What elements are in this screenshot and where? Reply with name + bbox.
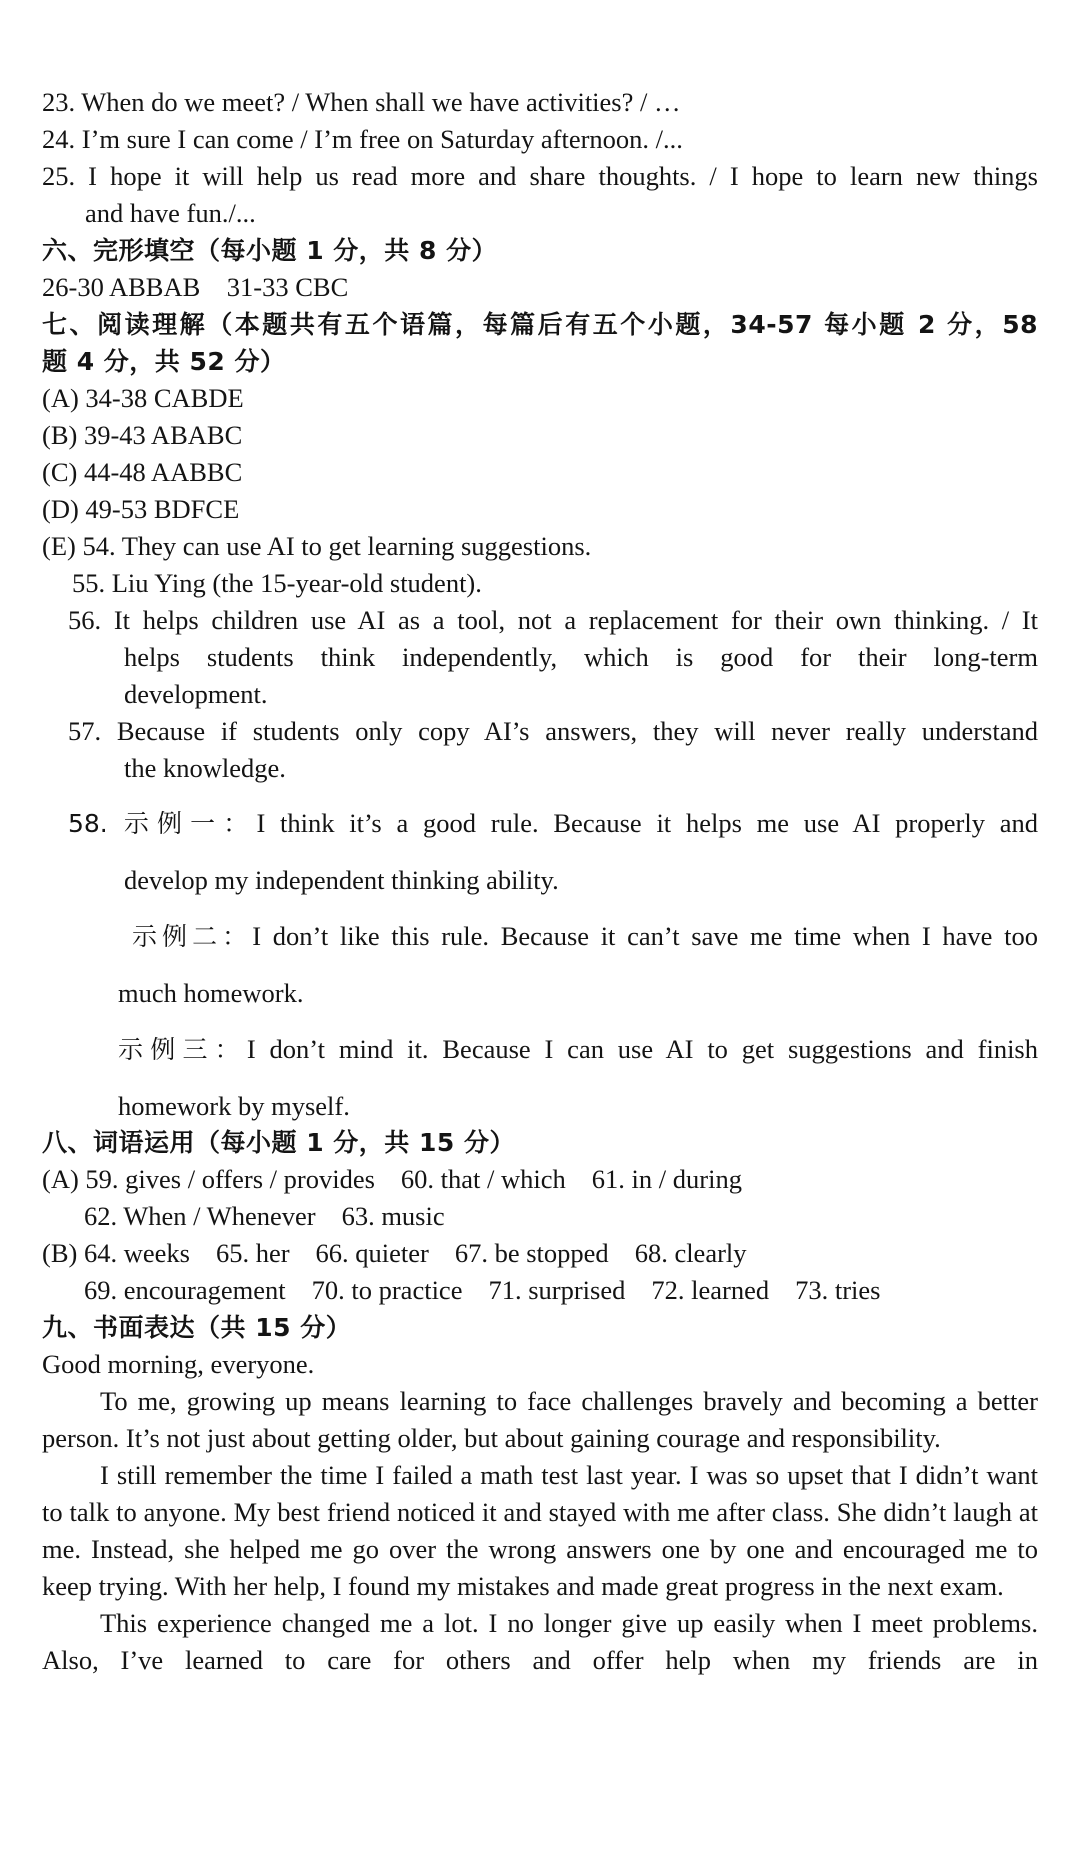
section7-answer-56-line1: 56. It helps children use AI as a tool, not a replacement for their own thinking. / It [68, 605, 1038, 635]
section7-answer-55: 55. Liu Ying (the 15-year-old student). [72, 568, 482, 598]
essay-paragraph-3: This experience changed me a lot. I no longer give up easily when I meet problems. Also, I’ve learned to care for others and offer help when my friends are in [42, 1608, 1038, 1675]
answer-64: (B) 64. weeks [42, 1238, 190, 1268]
section7-answer-56-line2: helps students think independently, which is good for their long-term [124, 642, 1038, 672]
section7-answer-58-ex1-line2: develop my independent thinking ability. [124, 865, 559, 895]
answer-71: 71. surprised [488, 1275, 626, 1305]
answer-23: 23. When do we meet? / When shall we have activities? / … [42, 87, 681, 117]
answer-58-example3-label: 示例三： [118, 1035, 247, 1064]
answer-68: 68. clearly [634, 1238, 747, 1268]
section7-answer-58-ex2-line2: much homework. [118, 978, 304, 1008]
answer-69: 69. encouragement [84, 1275, 286, 1305]
answer-73: 73. tries [795, 1275, 881, 1305]
answer-25-line2: and have fun./... [85, 198, 256, 228]
answer-58-example1-label: 58. 示例一： [68, 809, 257, 838]
answer-key-page [42, 84, 1038, 1679]
section8-b-line2 [42, 1272, 1038, 1309]
section8-heading: 八、词语运用（每小题 1 分，共 15 分） [42, 1128, 516, 1157]
section7-heading-line2: 题 4 分，共 52 分） [42, 347, 286, 376]
answer-25-line1: 25. I hope it will help us read more and share thoughts. / I hope to learn new things [42, 161, 1038, 191]
section8-a-line1 [42, 1161, 1038, 1198]
answer-61: 61. in / during [591, 1164, 742, 1194]
section7-heading-line1: 七、阅读理解（本题共有五个语篇，每篇后有五个小题，34-57 每小题 2 分，58 [42, 310, 1038, 339]
section8-b-line1 [42, 1235, 1038, 1272]
answer-59: (A) 59. gives / offers / provides [42, 1164, 375, 1194]
section9-heading: 九、书面表达（共 15 分） [42, 1313, 352, 1342]
answer-58-example2-text: I don’t like this rule. Because it can’t save me time when I have too [252, 921, 1038, 951]
section7-answer-54: (E) 54. They can use AI to get learning suggestions. [42, 531, 592, 561]
section6-answers: 26-30 ABBAB 31-33 CBC [42, 272, 349, 302]
essay-greeting: Good morning, everyone. [42, 1349, 315, 1379]
answer-70: 70. to practice [311, 1275, 463, 1305]
section6-heading: 六、完形填空（每小题 1 分，共 8 分） [42, 236, 498, 265]
section7-passage-c: (C) 44-48 AABBC [42, 457, 243, 487]
section7-passage-b: (B) 39-43 ABABC [42, 420, 243, 450]
answer-65: 65. her [215, 1238, 290, 1268]
section7-answer-56-line3: development. [124, 679, 268, 709]
answer-63: 63. music [341, 1201, 445, 1231]
answer-24: 24. I’m sure I can come / I’m free on Saturday afternoon. /... [42, 124, 683, 154]
answer-66: 66. quieter [315, 1238, 429, 1268]
answer-58-example3-text: I don’t mind it. Because I can use AI to get suggestions and finish [246, 1034, 1038, 1064]
essay-paragraph-2: I still remember the time I failed a math test last year. I was so upset that I didn’t want to talk to anyone. My best friend noticed it and stayed with me after class. She didn’t laugh at me. Instead, she helped me go over the wrong answers one by one and encouraged me to keep trying. With her help, I found my mistakes and made great progress in the next exam. [42, 1460, 1038, 1601]
section8-a-line2 [42, 1198, 1038, 1235]
answer-60: 60. that / which [400, 1164, 566, 1194]
section7-answer-58-ex3-line1 [42, 1021, 1038, 1078]
essay-paragraph-1: To me, growing up means learning to face challenges bravely and becoming a better person. It’s not just about getting older, but about gaining courage and responsibility. [42, 1386, 1038, 1453]
answer-72: 72. learned [651, 1275, 770, 1305]
section7-answer-57-line1: 57. Because if students only copy AI’s answers, they will never really understand [68, 716, 1038, 746]
section7-passage-d: (D) 49-53 BDFCE [42, 494, 240, 524]
section7-answer-58-ex3-line2: homework by myself. [118, 1091, 350, 1121]
answer-62: 62. When / Whenever [84, 1201, 316, 1231]
answer-67: 67. be stopped [454, 1238, 609, 1268]
section7-answer-57-line2: the knowledge. [124, 753, 286, 783]
answer-58-example1-text: I think it’s a good rule. Because it helps me use AI properly and [256, 808, 1038, 838]
section7-answer-58-ex1-line1 [42, 795, 1038, 852]
section7-passage-a: (A) 34-38 CABDE [42, 383, 244, 413]
section7-answer-58-ex2-line1 [42, 908, 1038, 965]
answer-58-example2-label: 示例二： [132, 922, 253, 951]
